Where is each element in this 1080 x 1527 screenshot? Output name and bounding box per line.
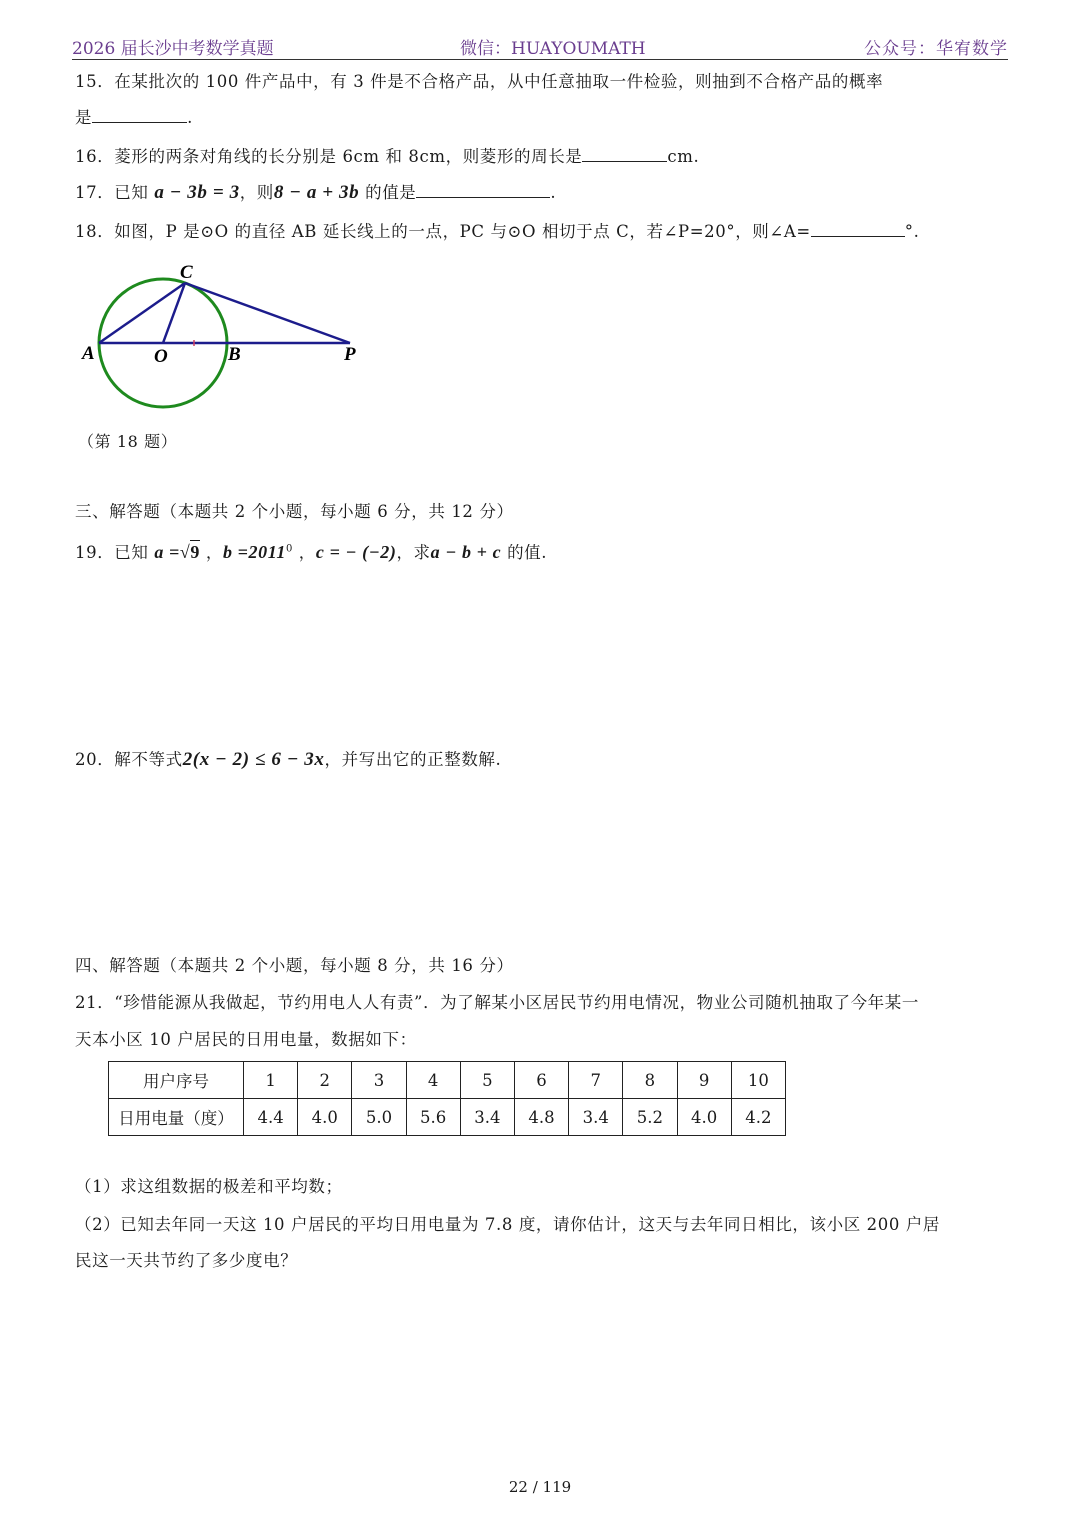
table-cell: 1 — [244, 1062, 298, 1099]
line-ac — [99, 283, 185, 343]
q19-b-exponent: 0 — [285, 543, 293, 555]
q18-answer-blank[interactable] — [811, 222, 905, 237]
header-title: 2026 届长沙中考数学真题 — [72, 39, 274, 59]
table-cell: 4 — [406, 1062, 460, 1099]
q15-suffix: . — [187, 108, 193, 127]
q18-geometry-figure — [70, 258, 380, 418]
header-wechat: 微信：HUAYOUMATH — [460, 39, 646, 59]
q17-target-expr: 8 − a + 3b — [273, 182, 360, 203]
q19-sqrt-sign: √ — [179, 542, 191, 562]
q19-sqrt-value: 9 — [190, 542, 201, 562]
question-21-part-2-line-1: （2）已知去年同一天这 10 户居民的平均日用电量为 7.8 度，请你估计，这天与去年同日相比，该小区 200 户居 — [75, 1215, 940, 1234]
table-cell: 5 — [460, 1062, 514, 1099]
page-header — [72, 32, 1008, 60]
question-16 — [75, 143, 699, 167]
table-cell: 10 — [731, 1062, 785, 1099]
q20-prefix: 20．解不等式 — [75, 750, 183, 769]
question-15-line-2 — [75, 104, 193, 128]
q20-suffix: ，并写出它的正整数解. — [324, 750, 502, 769]
q17-mid: ，则 — [239, 183, 274, 202]
q15-prefix: 是 — [75, 108, 93, 127]
table-row-ids — [109, 1062, 786, 1099]
label-p: P — [344, 344, 356, 365]
table-cell: 5.2 — [623, 1099, 677, 1136]
question-19: 19．已知 a =√9 ，$b =2011^0$ ，c = − (−2)，求a − b + c 的值. — [75, 542, 548, 562]
table-cell: 3.4 — [569, 1099, 623, 1136]
table-row-values — [109, 1099, 786, 1136]
q19-b-eq: b =2011 — [222, 542, 286, 562]
table-header-ids: 用户序号 — [109, 1062, 244, 1099]
table-cell: 8 — [623, 1062, 677, 1099]
table-cell: 5.6 — [406, 1099, 460, 1136]
page-number: 22 / 119 — [508, 1478, 572, 1496]
q19-prefix: 19．已知 — [75, 543, 149, 562]
q18-suffix: °. — [904, 222, 920, 241]
q17-end: . — [550, 183, 557, 202]
line-cp — [185, 283, 350, 343]
header-divider — [72, 59, 1008, 60]
question-21-part-1: （1）求这组数据的极差和平均数； — [75, 1177, 343, 1196]
q20-inequality: 2(x − 2) ≤ 6 − 3x — [182, 749, 325, 770]
table-cell: 7 — [569, 1062, 623, 1099]
question-20 — [75, 746, 501, 771]
table-cell: 3.4 — [460, 1099, 514, 1136]
q19-c-eq: c = − (−2) — [315, 542, 397, 562]
section-3-title: 三、解答题（本题共 2 个小题，每小题 6 分，共 12 分） — [75, 502, 514, 521]
question-18 — [75, 218, 919, 242]
table-cell: 9 — [677, 1062, 731, 1099]
q16-answer-blank[interactable] — [582, 147, 667, 162]
table-cell: 2 — [298, 1062, 352, 1099]
table-cell: 4.2 — [731, 1099, 785, 1136]
q19-ask-suffix: 的值. — [507, 543, 548, 562]
figure-caption: （第 18 题） — [78, 432, 178, 451]
label-b: B — [228, 344, 241, 365]
table-cell: 4.0 — [677, 1099, 731, 1136]
q18-text: 18．如图，P 是⊙O 的直径 AB 延长线上的一点，PC 与⊙O 相切于点 C，若∠P=20°，则∠A= — [75, 222, 811, 241]
q15-answer-blank[interactable] — [92, 108, 187, 123]
question-21-line-2: 天本小区 10 户居民的日用电量，数据如下： — [75, 1030, 417, 1049]
label-a: A — [82, 343, 95, 364]
label-c: C — [180, 262, 193, 283]
table-cell: 4.4 — [244, 1099, 298, 1136]
q17-suffix-text: 的值是 — [365, 183, 417, 202]
q19-ask-prefix: ，求 — [396, 543, 431, 562]
table-cell: 5.0 — [352, 1099, 406, 1136]
question-17 — [75, 179, 556, 204]
label-o: O — [154, 346, 168, 367]
table-cell: 6 — [514, 1062, 568, 1099]
header-account: 公众号：华宥数学 — [864, 39, 1008, 59]
question-21-part-2-line-2: 民这一天共节约了多少度电？ — [75, 1251, 298, 1270]
q17-answer-blank[interactable] — [416, 183, 550, 198]
electricity-table — [108, 1061, 786, 1136]
table-header-values: 日用电量（度） — [109, 1099, 244, 1136]
q16-suffix: cm. — [667, 147, 700, 166]
table-cell: 3 — [352, 1062, 406, 1099]
q16-text: 16．菱形的两条对角线的长分别是 6cm 和 8cm，则菱形的周长是 — [75, 147, 583, 166]
table-cell: 4.8 — [514, 1099, 568, 1136]
question-21-line-1: 21．“珍惜能源从我做起，节约用电人人有责”．为了解某小区居民节约用电情况，物业公司随机抽取了今年某一 — [75, 993, 919, 1012]
q19-ask-expr: a − b + c — [430, 542, 502, 562]
table-cell: 4.0 — [298, 1099, 352, 1136]
q17-given-expr: a − 3b = 3 — [154, 182, 240, 203]
section-4-title: 四、解答题（本题共 2 个小题，每小题 8 分，共 16 分） — [75, 956, 514, 975]
question-15-line-1: 15．在某批次的 100 件产品中，有 3 件是不合格产品，从中任意抽取一件检验，则抽到不合格产品的概率 — [75, 72, 884, 91]
q17-prefix: 17．已知 — [75, 183, 149, 202]
q19-a-eq: a = — [154, 542, 180, 562]
